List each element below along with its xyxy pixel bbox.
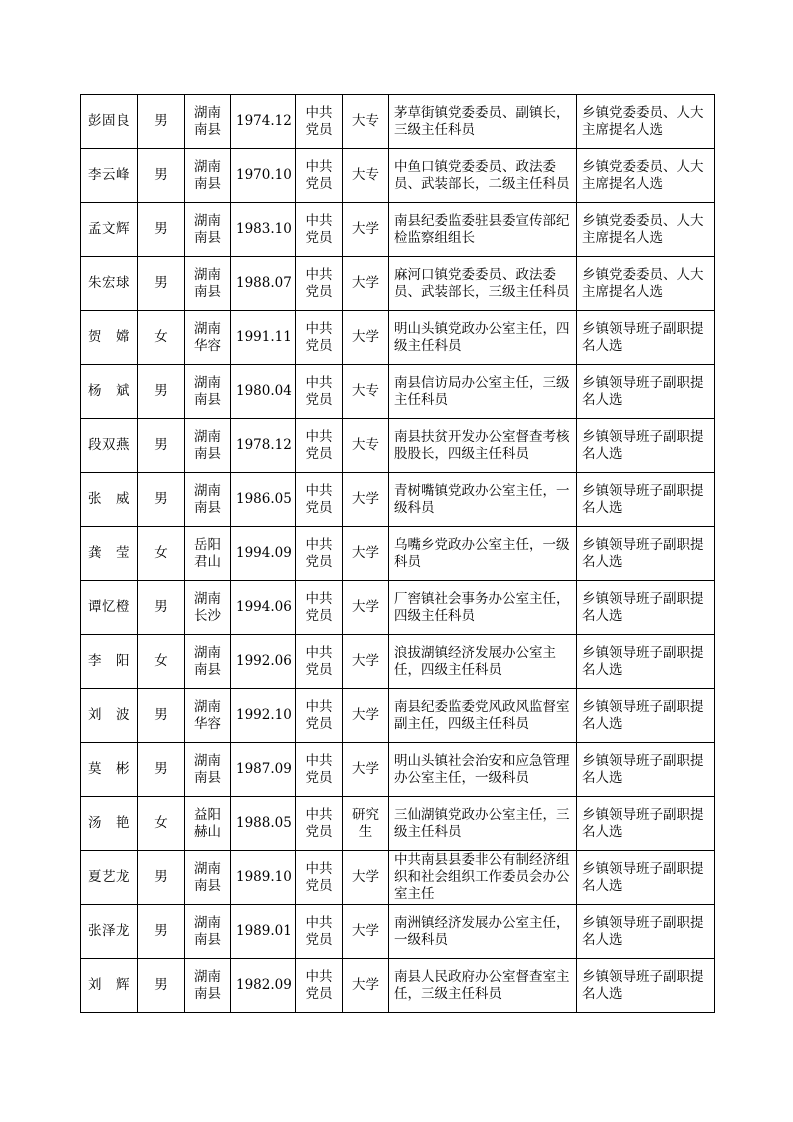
birth-date-cell: 1992.06 <box>231 635 296 689</box>
birth-date-cell: 1988.07 <box>231 257 296 311</box>
birthplace-cell: 湖南南县 <box>185 365 231 419</box>
table-row <box>81 95 715 149</box>
nomination-cell: 乡镇领导班子副职提名人选 <box>577 743 715 797</box>
table-row <box>81 257 715 311</box>
name-cell: 李 阳 <box>81 635 138 689</box>
table-row <box>81 851 715 905</box>
birthplace-cell: 湖南华容 <box>185 689 231 743</box>
party-cell: 中共党员 <box>296 95 343 149</box>
table-row <box>81 743 715 797</box>
nomination-cell: 乡镇领导班子副职提名人选 <box>577 797 715 851</box>
party-cell: 中共党员 <box>296 959 343 1013</box>
gender-cell: 女 <box>138 527 185 581</box>
birthplace-cell: 湖南南县 <box>185 203 231 257</box>
education-cell: 大学 <box>343 689 389 743</box>
name-cell: 张 威 <box>81 473 138 527</box>
education-cell: 大学 <box>343 473 389 527</box>
nomination-cell: 乡镇领导班子副职提名人选 <box>577 419 715 473</box>
name-cell: 张泽龙 <box>81 905 138 959</box>
table-row <box>81 419 715 473</box>
table-row <box>81 203 715 257</box>
party-cell: 中共党员 <box>296 527 343 581</box>
gender-cell: 男 <box>138 689 185 743</box>
party-cell: 中共党员 <box>296 851 343 905</box>
party-cell: 中共党员 <box>296 905 343 959</box>
current-position-cell: 乌嘴乡党政办公室主任，一级科员 <box>389 527 577 581</box>
education-cell: 大专 <box>343 149 389 203</box>
current-position-cell: 浪拔湖镇经济发展办公室主任，四级主任科员 <box>389 635 577 689</box>
table-row <box>81 689 715 743</box>
nomination-cell: 乡镇领导班子副职提名人选 <box>577 365 715 419</box>
nomination-cell: 乡镇领导班子副职提名人选 <box>577 959 715 1013</box>
birth-date-cell: 1986.05 <box>231 473 296 527</box>
current-position-cell: 南县人民政府办公室督查室主任，三级主任科员 <box>389 959 577 1013</box>
birth-date-cell: 1994.09 <box>231 527 296 581</box>
name-cell: 段双燕 <box>81 419 138 473</box>
gender-cell: 男 <box>138 149 185 203</box>
nomination-cell: 乡镇党委委员、人大主席提名人选 <box>577 149 715 203</box>
candidate-table <box>80 94 715 1013</box>
table-row <box>81 905 715 959</box>
party-cell: 中共党员 <box>296 203 343 257</box>
birthplace-cell: 湖南南县 <box>185 149 231 203</box>
education-cell: 大学 <box>343 905 389 959</box>
party-cell: 中共党员 <box>296 311 343 365</box>
party-cell: 中共党员 <box>296 419 343 473</box>
party-cell: 中共党员 <box>296 797 343 851</box>
birth-date-cell: 1988.05 <box>231 797 296 851</box>
birthplace-cell: 岳阳君山 <box>185 527 231 581</box>
gender-cell: 女 <box>138 797 185 851</box>
current-position-cell: 中共南县县委非公有制经济组织和社会组织工作委员会办公室主任 <box>389 851 577 905</box>
current-position-cell: 南县扶贫开发办公室督查考核股股长，四级主任科员 <box>389 419 577 473</box>
current-position-cell: 南洲镇经济发展办公室主任，一级科员 <box>389 905 577 959</box>
current-position-cell: 明山头镇社会治安和应急管理办公室主任，一级科员 <box>389 743 577 797</box>
birth-date-cell: 1989.10 <box>231 851 296 905</box>
birthplace-cell: 湖南长沙 <box>185 581 231 635</box>
table-row <box>81 797 715 851</box>
gender-cell: 男 <box>138 473 185 527</box>
gender-cell: 男 <box>138 581 185 635</box>
party-cell: 中共党员 <box>296 635 343 689</box>
education-cell: 大学 <box>343 311 389 365</box>
birthplace-cell: 湖南南县 <box>185 95 231 149</box>
education-cell: 大学 <box>343 959 389 1013</box>
name-cell: 李云峰 <box>81 149 138 203</box>
current-position-cell: 麻河口镇党委委员、政法委员、武装部长，三级主任科员 <box>389 257 577 311</box>
nomination-cell: 乡镇领导班子副职提名人选 <box>577 851 715 905</box>
party-cell: 中共党员 <box>296 149 343 203</box>
birth-date-cell: 1982.09 <box>231 959 296 1013</box>
birth-date-cell: 1978.12 <box>231 419 296 473</box>
birthplace-cell: 湖南南县 <box>185 635 231 689</box>
birthplace-cell: 湖南南县 <box>185 473 231 527</box>
party-cell: 中共党员 <box>296 689 343 743</box>
table-row <box>81 473 715 527</box>
birthplace-cell: 湖南华容 <box>185 311 231 365</box>
birthplace-cell: 湖南南县 <box>185 743 231 797</box>
party-cell: 中共党员 <box>296 743 343 797</box>
party-cell: 中共党员 <box>296 581 343 635</box>
table-row <box>81 959 715 1013</box>
name-cell: 龚 莹 <box>81 527 138 581</box>
name-cell: 谭忆橙 <box>81 581 138 635</box>
nomination-cell: 乡镇领导班子副职提名人选 <box>577 311 715 365</box>
birth-date-cell: 1989.01 <box>231 905 296 959</box>
nomination-cell: 乡镇领导班子副职提名人选 <box>577 635 715 689</box>
current-position-cell: 中鱼口镇党委委员、政法委员、武装部长，二级主任科员 <box>389 149 577 203</box>
gender-cell: 男 <box>138 365 185 419</box>
name-cell: 汤 艳 <box>81 797 138 851</box>
party-cell: 中共党员 <box>296 257 343 311</box>
gender-cell: 男 <box>138 257 185 311</box>
table-row <box>81 635 715 689</box>
current-position-cell: 南县纪委监委党风政风监督室副主任，四级主任科员 <box>389 689 577 743</box>
gender-cell: 女 <box>138 635 185 689</box>
nomination-cell: 乡镇党委委员、人大主席提名人选 <box>577 95 715 149</box>
education-cell: 大学 <box>343 257 389 311</box>
current-position-cell: 厂窖镇社会事务办公室主任，四级主任科员 <box>389 581 577 635</box>
name-cell: 朱宏球 <box>81 257 138 311</box>
gender-cell: 男 <box>138 905 185 959</box>
education-cell: 大专 <box>343 419 389 473</box>
education-cell: 大学 <box>343 527 389 581</box>
education-cell: 大专 <box>343 95 389 149</box>
party-cell: 中共党员 <box>296 473 343 527</box>
name-cell: 莫 彬 <box>81 743 138 797</box>
birthplace-cell: 湖南南县 <box>185 419 231 473</box>
gender-cell: 男 <box>138 851 185 905</box>
current-position-cell: 明山头镇党政办公室主任，四级主任科员 <box>389 311 577 365</box>
gender-cell: 男 <box>138 419 185 473</box>
birth-date-cell: 1970.10 <box>231 149 296 203</box>
nomination-cell: 乡镇领导班子副职提名人选 <box>577 689 715 743</box>
birthplace-cell: 湖南南县 <box>185 959 231 1013</box>
nomination-cell: 乡镇党委委员、人大主席提名人选 <box>577 257 715 311</box>
current-position-cell: 青树嘴镇党政办公室主任，一级科员 <box>389 473 577 527</box>
education-cell: 大学 <box>343 851 389 905</box>
name-cell: 刘 辉 <box>81 959 138 1013</box>
table-row <box>81 581 715 635</box>
education-cell: 大学 <box>343 581 389 635</box>
nomination-cell: 乡镇领导班子副职提名人选 <box>577 905 715 959</box>
table-row <box>81 365 715 419</box>
birthplace-cell: 湖南南县 <box>185 851 231 905</box>
name-cell: 彭固良 <box>81 95 138 149</box>
table-row <box>81 311 715 365</box>
nomination-cell: 乡镇领导班子副职提名人选 <box>577 581 715 635</box>
name-cell: 刘 波 <box>81 689 138 743</box>
current-position-cell: 南县纪委监委驻县委宣传部纪检监察组组长 <box>389 203 577 257</box>
birth-date-cell: 1987.09 <box>231 743 296 797</box>
gender-cell: 男 <box>138 959 185 1013</box>
table-row <box>81 527 715 581</box>
birth-date-cell: 1980.04 <box>231 365 296 419</box>
current-position-cell: 南县信访局办公室主任，三级主任科员 <box>389 365 577 419</box>
birth-date-cell: 1974.12 <box>231 95 296 149</box>
birth-date-cell: 1991.11 <box>231 311 296 365</box>
name-cell: 孟文辉 <box>81 203 138 257</box>
birth-date-cell: 1994.06 <box>231 581 296 635</box>
gender-cell: 男 <box>138 95 185 149</box>
birthplace-cell: 益阳赫山 <box>185 797 231 851</box>
current-position-cell: 三仙湖镇党政办公室主任，三级主任科员 <box>389 797 577 851</box>
education-cell: 大学 <box>343 635 389 689</box>
table-row <box>81 149 715 203</box>
birthplace-cell: 湖南南县 <box>185 257 231 311</box>
gender-cell: 男 <box>138 203 185 257</box>
name-cell: 夏艺龙 <box>81 851 138 905</box>
gender-cell: 女 <box>138 311 185 365</box>
education-cell: 大学 <box>343 743 389 797</box>
nomination-cell: 乡镇党委委员、人大主席提名人选 <box>577 203 715 257</box>
birth-date-cell: 1983.10 <box>231 203 296 257</box>
nomination-cell: 乡镇领导班子副职提名人选 <box>577 527 715 581</box>
birth-date-cell: 1992.10 <box>231 689 296 743</box>
current-position-cell: 茅草街镇党委委员、副镇长，三级主任科员 <box>389 95 577 149</box>
name-cell: 贺 嫦 <box>81 311 138 365</box>
table-body <box>81 95 715 1013</box>
education-cell: 大专 <box>343 365 389 419</box>
birthplace-cell: 湖南南县 <box>185 905 231 959</box>
nomination-cell: 乡镇领导班子副职提名人选 <box>577 473 715 527</box>
education-cell: 大学 <box>343 203 389 257</box>
name-cell: 杨 斌 <box>81 365 138 419</box>
gender-cell: 男 <box>138 743 185 797</box>
party-cell: 中共党员 <box>296 365 343 419</box>
education-cell: 研究生 <box>343 797 389 851</box>
